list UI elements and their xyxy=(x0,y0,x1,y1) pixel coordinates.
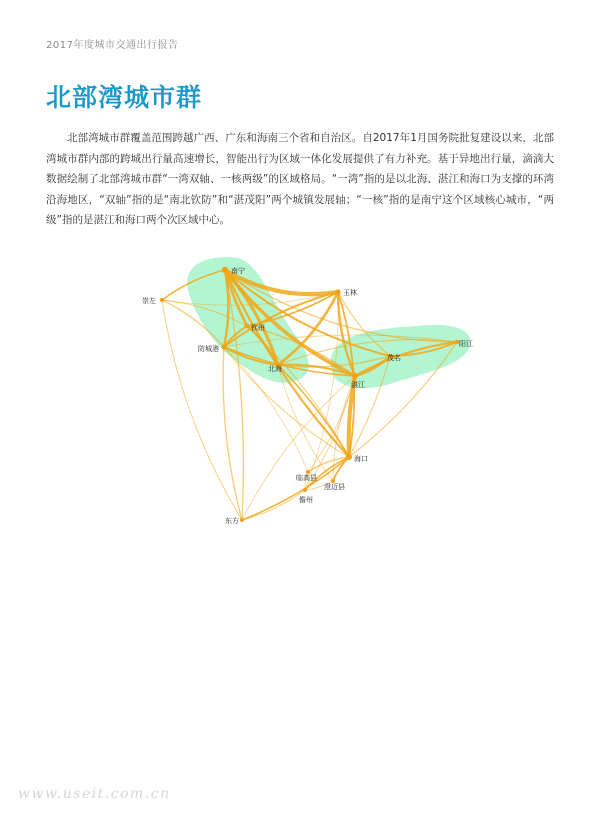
intro-paragraph: 北部湾城市群覆盖范围跨越广西、广东和海南三个省和自治区。自2017年1月国务院批复建设以来，北部湾城市群内部的跨城出行量高速增长，智能出行为区域一体化发展提供了有力补充。基于异地出行量，滴滴大数据绘制了北部湾城市群“一湾双轴、一核两级”的区域格局。“一湾”指的是以北海、湛江和海口为支撑的环湾沿海地区，“双轴”指的是“南北钦防”和“湛茂阳”两个城镇发展轴；“一核”指的是南宁这个区域核心城市，“两级”指的是湛江和海口两个次区域中心。 xyxy=(46,132,554,226)
city-label-yulin: 玉林 xyxy=(343,289,357,297)
city-label-chengmai: 澄迈县 xyxy=(324,483,345,491)
city-label-zhanjiang: 湛江 xyxy=(351,381,365,389)
flow-map-svg xyxy=(120,250,490,540)
city-node-danzhou xyxy=(303,488,307,492)
city-node-yulin xyxy=(335,289,340,294)
city-node-haikou xyxy=(346,454,352,460)
city-label-qinzhou: 钦州 xyxy=(251,324,265,332)
city-label-yangjiang: 阳江 xyxy=(459,340,473,348)
city-label-haikou: 海口 xyxy=(354,455,368,463)
city-node-fangchenggang xyxy=(221,344,226,349)
city-node-nanning xyxy=(222,267,228,273)
city-label-lingao: 临高县 xyxy=(296,474,317,482)
city-label-chongzuo: 崇左 xyxy=(142,297,156,305)
city-label-maoming: 茂名 xyxy=(387,354,401,362)
city-label-nanning: 南宁 xyxy=(231,267,245,275)
section-title: 北部湾城市群 xyxy=(46,83,203,112)
running-header: 2017年度城市交通出行报告 xyxy=(46,40,179,51)
city-node-chongzuo xyxy=(160,298,164,302)
watermark: www.useit.com.cn xyxy=(18,786,171,802)
city-label-danzhou: 儋州 xyxy=(299,496,313,504)
flow-map xyxy=(120,250,490,540)
city-label-beihai: 北海 xyxy=(268,365,282,373)
city-node-dongfang xyxy=(240,518,244,522)
city-node-zhanjiang xyxy=(352,373,358,379)
city-label-fangchenggang: 防城港 xyxy=(198,345,219,353)
city-node-qinzhou xyxy=(245,324,250,329)
city-label-dongfang: 东方 xyxy=(225,517,239,525)
